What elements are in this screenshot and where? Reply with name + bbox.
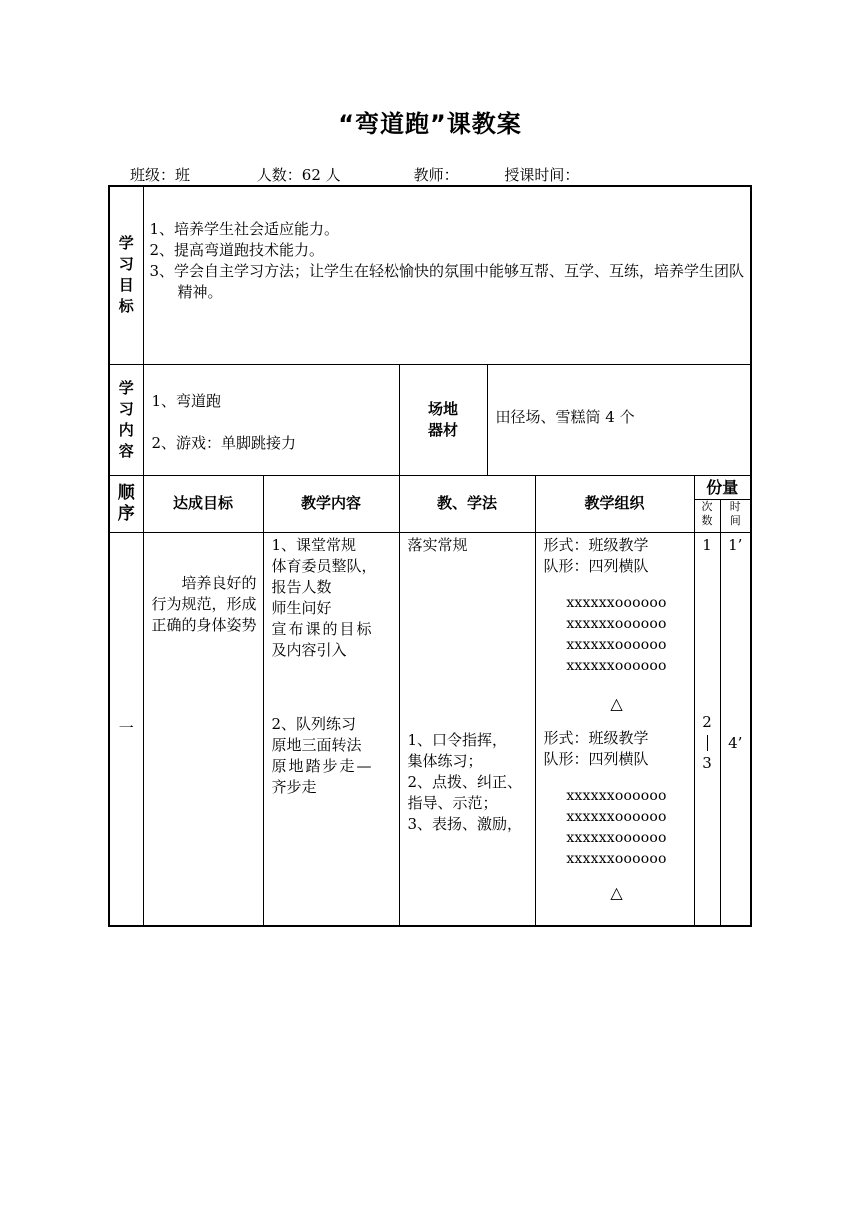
content-item: 2、游戏：单脚跳接力 — [151, 433, 297, 452]
objective-item: 2、提高弯道跑技术能力。 — [149, 241, 325, 259]
teacher-position-icon: △ — [610, 693, 623, 713]
org-header: 教学组织 — [535, 475, 694, 532]
content-row — [109, 364, 751, 475]
formation-row: xxxxxxoooooo — [566, 829, 667, 846]
teacher-position-icon: △ — [610, 882, 623, 902]
objectives-row — [109, 186, 751, 364]
content-item: 1、弯道跑 — [151, 391, 222, 410]
content-label: 学 习 内 容 — [109, 364, 143, 475]
lesson-info — [130, 164, 579, 185]
venue-label: 场地 器材 — [399, 364, 487, 475]
formation-row: xxxxxxoooooo — [566, 850, 667, 867]
objectives-list — [143, 186, 751, 364]
times-cell: 1 2 3 — [694, 532, 720, 926]
organization-cell: 形式：班级教学 队形：四列横队 xxxxxxoooooo xxxxxxoooooo xxxxxxoooooo xxxxxxoooooo △ 形式：班级教学 队形：四列横队 xxxxxxoooooo xxxxxxoooooo xxxxxxoooooo xxxxxxoooooo △ — [535, 532, 694, 926]
method-header: 教、学法 — [399, 475, 535, 532]
range-bar — [707, 735, 708, 751]
formation-row: xxxxxxoooooo — [566, 594, 667, 611]
goal-text: 培养良好的行为规范，形成正确的身体姿势 — [151, 573, 257, 634]
teach-cell: 1、课堂常规 体育委员整队， 报告人数 师生问好 宣布课的目标 及内容引入 2、队列练习 原地三面转法 原地踏步走— 齐步走 — [263, 532, 399, 926]
formation-row: xxxxxxoooooo — [566, 787, 667, 804]
objective-item: 3、学会自主学习方法；让学生在轻松愉快的氛围中能够互帮、互学、互练，培养学生团队精神。 — [149, 262, 745, 301]
objective-item: 1、培养学生社会适应能力。 — [149, 220, 340, 238]
portion-header: 份量 — [694, 475, 751, 499]
duration-header: 时 间 — [720, 499, 751, 532]
header-row — [109, 475, 751, 499]
section-number: 一 — [109, 532, 143, 926]
formation-row: xxxxxxoooooo — [566, 808, 667, 825]
teacher-field: 教师： — [413, 166, 459, 184]
formation-row: xxxxxxoooooo — [566, 615, 667, 632]
times-header: 次 数 — [694, 499, 720, 532]
goal-cell — [143, 532, 263, 926]
objectives-label: 学 习 目 标 — [109, 186, 143, 364]
method-cell: 落实常规 1、口令指挥， 集体练习； 2、点拨、纠正、 指导、示范； 3、表扬、激励， — [399, 532, 535, 926]
goal-header: 达成目标 — [143, 475, 263, 532]
seq-header: 顺 序 — [109, 475, 143, 532]
formation-row: xxxxxxoooooo — [566, 636, 667, 653]
venue-value: 田径场、雪糕筒 4 个 — [487, 364, 751, 475]
lesson-time-field: 授课时间： — [504, 166, 580, 184]
lesson-plan-table — [108, 185, 752, 927]
student-count-field: 人数：62 人 — [256, 166, 341, 184]
formation-row: xxxxxxoooooo — [566, 657, 667, 674]
section-row — [109, 532, 751, 926]
class-field: 班级：班 — [130, 166, 191, 184]
teach-header: 教学内容 — [263, 475, 399, 532]
duration-cell: 1’ 4’ — [720, 532, 751, 926]
page-title: “弯道跑”课教案 — [338, 110, 522, 138]
content-items — [143, 364, 399, 475]
